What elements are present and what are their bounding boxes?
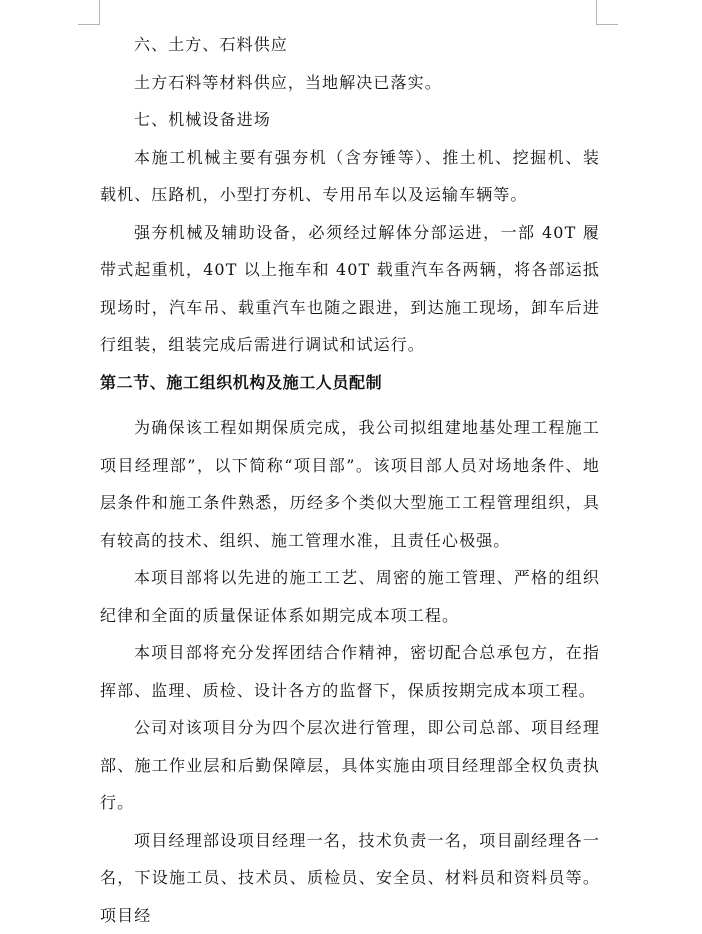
paragraph-heading-6: 六、土方、石料供应 [100, 26, 600, 64]
paragraph: 本施工机械主要有强夯机（含夯锤等）、推土机、挖掘机、装载机、压路机，小型打夯机、专用吊车以及运输车辆等。 [100, 139, 600, 214]
paragraph: 本项目部将充分发挥团结合作精神，密切配合总承包方，在指挥部、监理、质检、设计各方的监督下，保质按期完成本项工程。 [100, 634, 600, 709]
section-heading: 第二节、施工组织机构及施工人员配制 [100, 364, 600, 402]
paragraph: 强夯机械及辅助设备，必须经过解体分部运进，一部 40T 履带式起重机，40T 以上拖车和 40T 载重汽车各两辆，将各部运抵现场时，汽车吊、载重汽车也随之跟进，到达施工现场，卸车后进行组装，组装完成后需进行调试和试运行。 [100, 214, 600, 364]
paragraph: 为确保该工程如期保质完成，我公司拟组建地基处理工程施工项目经理部”，以下简称“项目部”。该项目部人员对场地条件、地层条件和施工条件熟悉，历经多个类似大型施工工程管理组织，具有较高的技术、组织、施工管理水准，且责任心极强。 [100, 409, 600, 559]
paragraph: 本项目部将以先进的施工工艺、周密的施工管理、严格的组织纪律和全面的质量保证体系如期完成本项工程。 [100, 559, 600, 634]
paragraph: 项目经理部设项目经理一名，技术负责一名，项目副经理各一名，下设施工员、技术员、质检员、安全员、材料员和资料员等。项目经 [100, 822, 600, 934]
paragraph: 公司对该项目分为四个层次进行管理，即公司总部、项目经理部、施工作业层和后勤保障层，具体实施由项目经理部全权负责执行。 [100, 709, 600, 822]
paragraph: 土方石料等材料供应，当地解决已落实。 [100, 64, 600, 102]
paragraph-heading-7: 七、机械设备进场 [100, 101, 600, 139]
page-corner-mark-right [596, 0, 618, 25]
document-body [100, 26, 600, 934]
page-corner-mark-left [78, 0, 100, 25]
